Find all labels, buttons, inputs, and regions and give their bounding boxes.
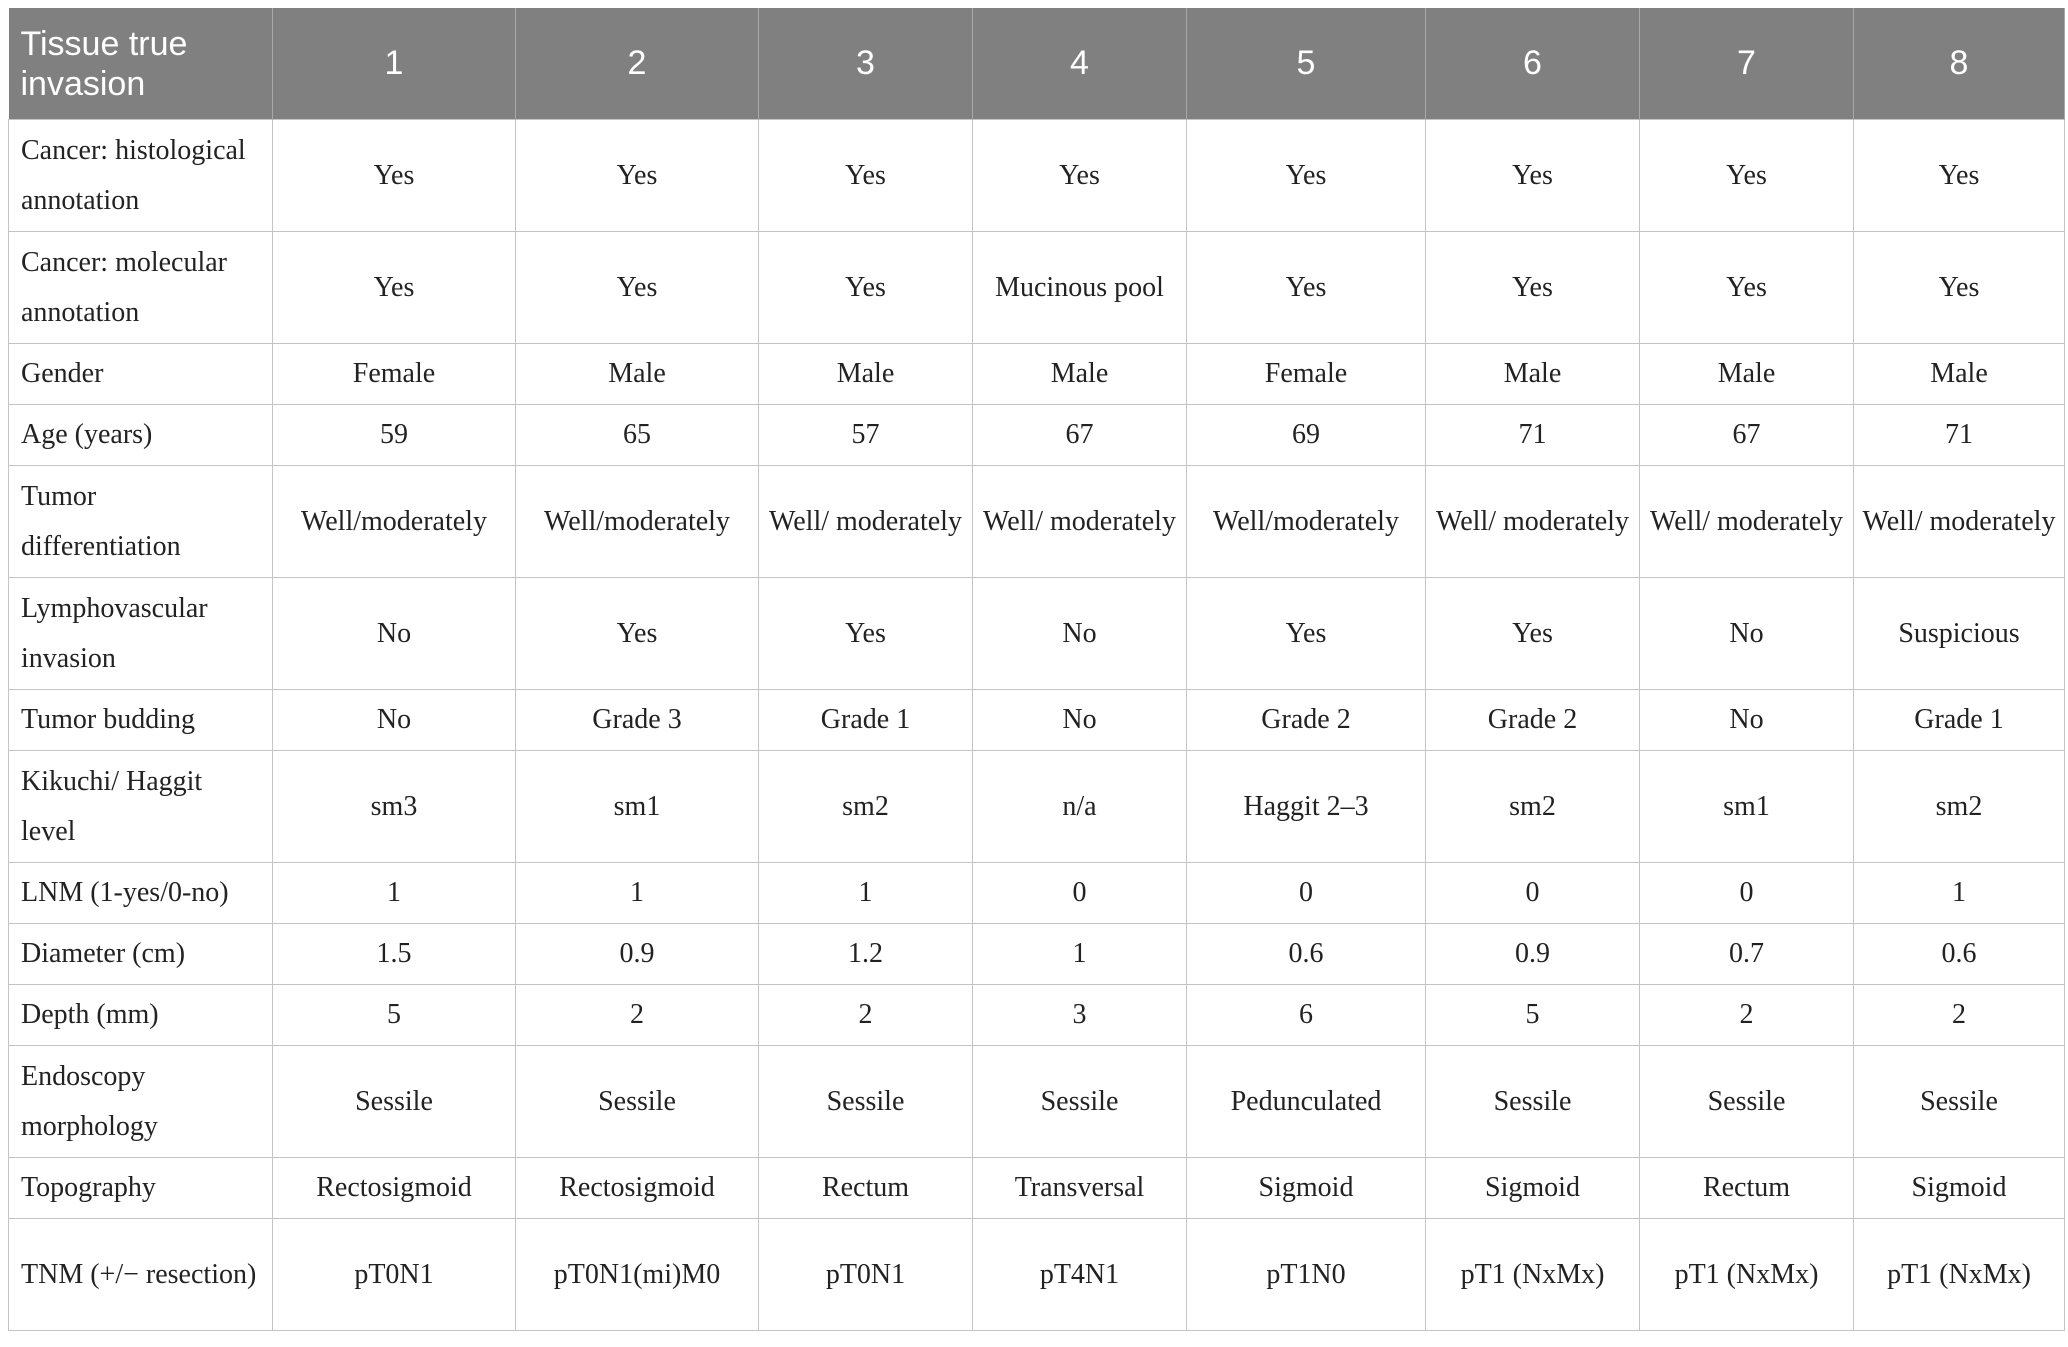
table-cell: Sessile	[1640, 1046, 1854, 1158]
table-cell: 0.6	[1854, 924, 2065, 985]
table-cell: Sessile	[759, 1046, 973, 1158]
table-cell: Sigmoid	[1854, 1158, 2065, 1219]
column-header: 5	[1187, 8, 1426, 120]
table-cell: Yes	[516, 120, 759, 232]
table-cell: Male	[759, 344, 973, 405]
table-cell: 5	[1426, 985, 1640, 1046]
row-label: Age (years)	[9, 405, 273, 466]
table-cell: 3	[973, 985, 1187, 1046]
table-cell: 71	[1426, 405, 1640, 466]
table-cell: pT0N1	[273, 1219, 516, 1331]
table-cell: 1.2	[759, 924, 973, 985]
row-label: Tumor differentiation	[9, 466, 273, 578]
table-cell: Well/ moderately	[759, 466, 973, 578]
table-cell: Yes	[1854, 232, 2065, 344]
table-cell: Male	[516, 344, 759, 405]
table-cell: pT1 (NxMx)	[1640, 1219, 1854, 1331]
table-cell: Yes	[1187, 120, 1426, 232]
header-row	[9, 8, 2065, 120]
table-cell: Well/ moderately	[1854, 466, 2065, 578]
table-cell: pT0N1(mi)M0	[516, 1219, 759, 1331]
table-cell: 57	[759, 405, 973, 466]
table-cell: Yes	[516, 578, 759, 690]
table-row	[9, 1046, 2065, 1158]
header-corner: Tissue true invasion	[9, 8, 273, 120]
table-cell: sm1	[1640, 751, 1854, 863]
table-cell: Well/ moderately	[973, 466, 1187, 578]
table-cell: Grade 1	[759, 690, 973, 751]
row-label: Diameter (cm)	[9, 924, 273, 985]
table-cell: 0	[1187, 863, 1426, 924]
table-cell: Yes	[1187, 232, 1426, 344]
row-label: Tumor budding	[9, 690, 273, 751]
table-cell: 69	[1187, 405, 1426, 466]
column-header: 8	[1854, 8, 2065, 120]
table-cell: Rectum	[1640, 1158, 1854, 1219]
table-cell: Yes	[1426, 578, 1640, 690]
table-cell: Yes	[759, 578, 973, 690]
table-cell: 0	[1640, 863, 1854, 924]
table-cell: Grade 1	[1854, 690, 2065, 751]
table-row	[9, 985, 2065, 1046]
table-row	[9, 120, 2065, 232]
table-cell: Well/ moderately	[1426, 466, 1640, 578]
table-row	[9, 1219, 2065, 1331]
table-cell: Well/moderately	[516, 466, 759, 578]
table-cell: 1	[973, 924, 1187, 985]
table-cell: Yes	[273, 120, 516, 232]
table-cell: Female	[1187, 344, 1426, 405]
column-header: 4	[973, 8, 1187, 120]
table-cell: Yes	[273, 232, 516, 344]
table-cell: Suspicious	[1854, 578, 2065, 690]
table-cell: Grade 2	[1187, 690, 1426, 751]
table-cell: 1	[759, 863, 973, 924]
table-cell: Male	[1426, 344, 1640, 405]
row-label: Gender	[9, 344, 273, 405]
table-cell: Grade 3	[516, 690, 759, 751]
table-cell: 2	[516, 985, 759, 1046]
table-cell: 0.9	[516, 924, 759, 985]
row-label: Kikuchi/ Haggit level	[9, 751, 273, 863]
row-label: Topography	[9, 1158, 273, 1219]
table-container	[8, 8, 2064, 1331]
table-cell: Female	[273, 344, 516, 405]
table-cell: Haggit 2–3	[1187, 751, 1426, 863]
table-cell: sm2	[1426, 751, 1640, 863]
table-cell: Sessile	[973, 1046, 1187, 1158]
table-cell: n/a	[973, 751, 1187, 863]
column-header: 3	[759, 8, 973, 120]
table-cell: 5	[273, 985, 516, 1046]
row-label: Cancer: molecular annotation	[9, 232, 273, 344]
table-cell: sm1	[516, 751, 759, 863]
table-cell: Sessile	[516, 1046, 759, 1158]
table-cell: Yes	[759, 232, 973, 344]
table-cell: 0.7	[1640, 924, 1854, 985]
row-label: Endoscopy morphology	[9, 1046, 273, 1158]
table-cell: No	[273, 690, 516, 751]
row-label: LNM (1-yes/0-no)	[9, 863, 273, 924]
table-cell: 6	[1187, 985, 1426, 1046]
table-row	[9, 924, 2065, 985]
table-cell: Sessile	[1426, 1046, 1640, 1158]
table-cell: 67	[973, 405, 1187, 466]
table-cell: Yes	[1640, 232, 1854, 344]
table-cell: 0	[1426, 863, 1640, 924]
table-row	[9, 344, 2065, 405]
table-cell: Transversal	[973, 1158, 1187, 1219]
table-cell: Male	[1640, 344, 1854, 405]
table-cell: 2	[1854, 985, 2065, 1046]
table-cell: pT1 (NxMx)	[1426, 1219, 1640, 1331]
column-header: 7	[1640, 8, 1854, 120]
table-cell: pT4N1	[973, 1219, 1187, 1331]
table-row	[9, 466, 2065, 578]
table-cell: pT1N0	[1187, 1219, 1426, 1331]
table-cell: Rectosigmoid	[273, 1158, 516, 1219]
table-cell: 0.9	[1426, 924, 1640, 985]
table-cell: Sigmoid	[1187, 1158, 1426, 1219]
table-cell: 71	[1854, 405, 2065, 466]
table-cell: Well/moderately	[1187, 466, 1426, 578]
table-cell: Rectosigmoid	[516, 1158, 759, 1219]
table-cell: No	[273, 578, 516, 690]
table-cell: Grade 2	[1426, 690, 1640, 751]
column-header: 1	[273, 8, 516, 120]
table-cell: Yes	[1854, 120, 2065, 232]
data-table	[8, 8, 2065, 1331]
row-label: Depth (mm)	[9, 985, 273, 1046]
table-cell: 67	[1640, 405, 1854, 466]
table-cell: 1	[273, 863, 516, 924]
table-cell: No	[973, 578, 1187, 690]
table-cell: No	[1640, 578, 1854, 690]
table-cell: sm3	[273, 751, 516, 863]
table-cell: Yes	[973, 120, 1187, 232]
table-cell: Mucinous pool	[973, 232, 1187, 344]
column-header: 6	[1426, 8, 1640, 120]
table-cell: Yes	[1187, 578, 1426, 690]
table-cell: pT1 (NxMx)	[1854, 1219, 2065, 1331]
table-row	[9, 405, 2065, 466]
table-cell: No	[1640, 690, 1854, 751]
table-cell: 1	[1854, 863, 2065, 924]
row-label: TNM (+/− resection)	[9, 1219, 273, 1331]
table-row	[9, 690, 2065, 751]
table-row	[9, 751, 2065, 863]
table-cell: Well/ moderately	[1640, 466, 1854, 578]
table-cell: Yes	[1426, 232, 1640, 344]
table-cell: Sessile	[1854, 1046, 2065, 1158]
table-row	[9, 1158, 2065, 1219]
table-cell: Yes	[1426, 120, 1640, 232]
table-cell: Yes	[759, 120, 973, 232]
table-cell: Sigmoid	[1426, 1158, 1640, 1219]
table-cell: Yes	[516, 232, 759, 344]
table-cell: 2	[759, 985, 973, 1046]
table-cell: 0	[973, 863, 1187, 924]
table-cell: 0.6	[1187, 924, 1426, 985]
table-cell: Yes	[1640, 120, 1854, 232]
table-cell: Male	[1854, 344, 2065, 405]
table-cell: 65	[516, 405, 759, 466]
table-cell: No	[973, 690, 1187, 751]
table-row	[9, 578, 2065, 690]
table-cell: Male	[973, 344, 1187, 405]
table-cell: pT0N1	[759, 1219, 973, 1331]
table-cell: 2	[1640, 985, 1854, 1046]
table-row	[9, 863, 2065, 924]
table-cell: sm2	[759, 751, 973, 863]
row-label: Cancer: histological annotation	[9, 120, 273, 232]
table-cell: 1	[516, 863, 759, 924]
table-cell: 59	[273, 405, 516, 466]
row-label: Lymphovascular invasion	[9, 578, 273, 690]
column-header: 2	[516, 8, 759, 120]
table-cell: 1.5	[273, 924, 516, 985]
table-cell: Pedunculated	[1187, 1046, 1426, 1158]
table-cell: Sessile	[273, 1046, 516, 1158]
table-cell: Rectum	[759, 1158, 973, 1219]
table-row	[9, 232, 2065, 344]
table-cell: sm2	[1854, 751, 2065, 863]
table-cell: Well/moderately	[273, 466, 516, 578]
